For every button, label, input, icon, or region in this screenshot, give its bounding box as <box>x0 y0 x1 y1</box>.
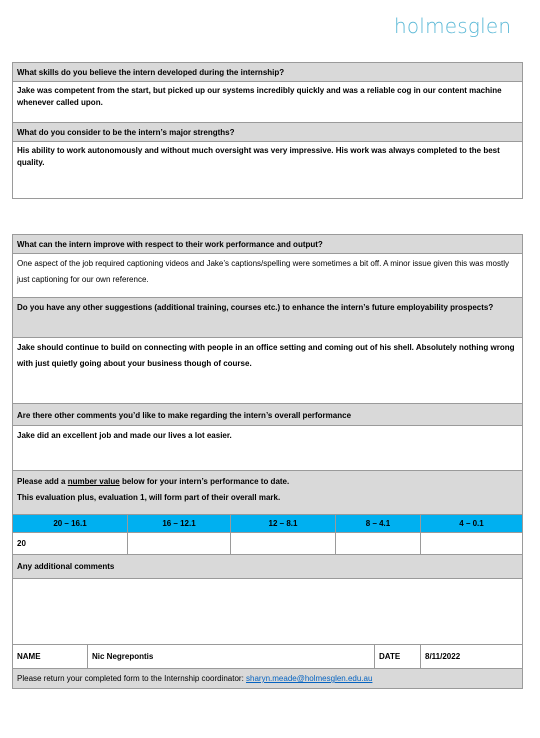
date-label: DATE <box>374 645 420 668</box>
score-range-header <box>13 514 522 532</box>
score-value-row <box>13 532 522 554</box>
question-strengths: What do you consider to be the intern’s major strengths? <box>13 122 522 141</box>
score-value-1[interactable]: 20 <box>17 539 26 548</box>
skills-strengths-section <box>12 62 523 199</box>
return-instructions <box>13 668 522 688</box>
score-range-1: 20 – 16.1 <box>53 519 87 528</box>
question-suggestions: Do you have any other suggestions (additional training, courses etc.) to enhance the intern’s future employability prospects? <box>13 297 522 337</box>
score-range-4: 8 – 4.1 <box>335 515 420 532</box>
name-field[interactable]: Nic Negrepontis <box>87 645 374 668</box>
score-instructions <box>13 470 522 514</box>
name-label: NAME <box>17 652 41 661</box>
return-instructions-text: Please return your completed form to the Internship coordinator: <box>17 674 247 683</box>
answer-overall[interactable]: Jake did an excellent job and made our lives a lot easier. <box>13 425 522 470</box>
answer-strengths[interactable]: His ability to work autonomously and without much oversight was very impressive. His work was always completed to the best quality. <box>13 141 522 198</box>
score-value-3[interactable] <box>230 533 335 554</box>
question-overall: Are there other comments you’d like to make regarding the intern’s overall performance <box>13 403 522 425</box>
question-skills: What skills do you believe the intern developed during the internship? <box>13 63 522 81</box>
score-range-3: 12 – 8.1 <box>230 515 335 532</box>
improvement-section <box>12 234 523 689</box>
score-instruction-line2: This evaluation plus, evaluation 1, will form part of their overall mark. <box>17 493 281 502</box>
answer-skills[interactable]: Jake was competent from the start, but picked up our systems incredibly quickly and was a reliable cog in our content machine whenever called upon. <box>13 81 522 122</box>
score-value-2[interactable] <box>127 533 230 554</box>
date-field[interactable]: 8/11/2022 <box>420 645 522 668</box>
additional-comments-label: Any additional comments <box>13 554 522 578</box>
number-value-text: number value <box>67 477 120 486</box>
question-improve: What can the intern improve with respect to their work performance and output? <box>13 235 522 253</box>
score-value-4[interactable] <box>335 533 420 554</box>
answer-improve[interactable]: One aspect of the job required captioning videos and Jake’s captions/spelling were sometimes a bit off. A minor issue given this was mostly just captioning for our own reference. <box>13 253 522 297</box>
score-range-2: 16 – 12.1 <box>127 515 230 532</box>
score-value-5[interactable] <box>420 533 522 554</box>
score-range-5: 4 – 0.1 <box>420 515 522 532</box>
coordinator-email-link[interactable]: sharyn.meade@holmesglen.edu.au <box>246 674 373 683</box>
additional-comments-field[interactable] <box>13 578 522 644</box>
signoff-row <box>13 644 522 668</box>
holmesglen-logo: holmesglen <box>394 14 512 38</box>
score-instruction-line1: Please add a number value below for your intern’s performance to date. <box>17 477 290 486</box>
answer-suggestions[interactable]: Jake should continue to build on connecting with people in an office setting and coming out of his shell. Absolutely nothing wrong with just quietly going about your business though of course. <box>13 337 522 403</box>
